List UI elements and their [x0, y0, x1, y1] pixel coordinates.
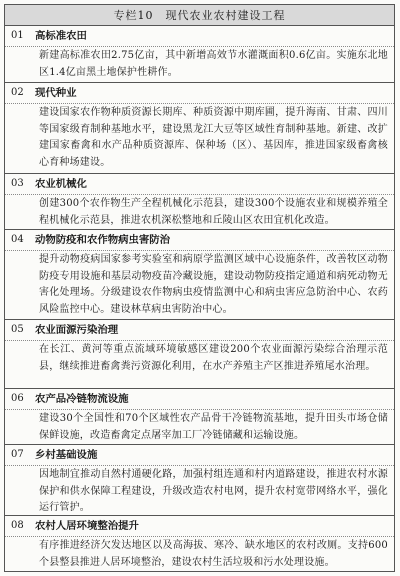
- column-box: [4, 4, 395, 572]
- section-number: 05: [11, 324, 24, 335]
- section-text: 因地制宜推动自然村通硬化路，加强村组连通和村内道路建设，推进农村水源保护和供水保障工程建设，升级改造农村电网，提升农村宽带网络水平，强化运行管护。: [39, 469, 388, 514]
- section-header: [5, 516, 394, 537]
- section-number: 03: [11, 178, 24, 189]
- section-name: 高标准农田: [35, 30, 87, 42]
- section-number: 02: [11, 87, 24, 98]
- section-text: 在长江、黄河等重点流域环境敏感区建设200个农业面源污染综合治理示范县，继续推进畜禽粪污资源化利用，在水产养殖主产区推进养殖尾水治理。: [39, 344, 388, 372]
- section-row: [5, 174, 394, 230]
- section-header: [5, 445, 394, 466]
- section-header: [5, 389, 394, 410]
- section-name: 农村人居环境整治提升: [35, 520, 139, 532]
- section-number: 06: [11, 393, 24, 404]
- section-number: 04: [11, 234, 24, 245]
- section-text: 提升动物疫病国家参考实验室和病原学监测区域中心设施条件，改善牧区动物防疫专用设施和基层动物疫苗冷藏设施，建设动物防疫指定通道和病死动物无害化处理场。分级建设农作物病虫疫情监测中心和病虫害应急防治中心、农药风险监控中心。建设林草病虫害防治中心。: [39, 254, 388, 315]
- section-text: 新建高标准农田2.75亿亩，其中新增高效节水灌溉面积0.6亿亩。实施东北地区1.4亿亩黑土地保护性耕作。: [39, 50, 388, 78]
- section-row: [5, 516, 394, 571]
- section-number: 01: [11, 30, 24, 41]
- section-name: 现代种业: [35, 87, 77, 99]
- section-header: [5, 174, 394, 195]
- section-text: 建设国家农作物种质资源长期库、种质资源中期库圃，提升海南、甘肃、四川等国家级育制种基地水平，建设黑龙江大豆等区域性育制种基地。新建、改扩建国家畜禽和水产品种质资源库、保种场（区）、基因库，推进国家级畜禽核心育种场建设。: [39, 107, 388, 168]
- section-header: [5, 26, 394, 47]
- section-row: [5, 230, 394, 320]
- section-row: [5, 445, 394, 516]
- section-row: [5, 320, 394, 389]
- section-row: [5, 26, 394, 83]
- section-header: [5, 230, 394, 251]
- section-name: 农业机械化: [35, 178, 87, 190]
- section-text: 创建300个农作物生产全程机械化示范县，建设300个设施农业和规模养殖全程机械化示范县，推进农机深松整地和丘陵山区农田宜机化改造。: [39, 198, 388, 226]
- section-name: 动物防疫和农作物病虫害防治: [35, 234, 171, 246]
- section-number: 07: [11, 449, 24, 460]
- section-name: 农业面源污染治理: [35, 324, 119, 336]
- section-text: 有序推进经济欠发达地区以及高海拔、寒冷、缺水地区的农村改厕。支持600个县整县推进人居环境整治，建设农村生活垃圾和污水处理设施。: [39, 540, 388, 568]
- section-header: [5, 83, 394, 104]
- section-header: [5, 320, 394, 341]
- section-row: [5, 83, 394, 174]
- section-name: 农产品冷链物流设施: [35, 393, 129, 405]
- section-number: 08: [11, 520, 24, 531]
- section-row: [5, 389, 394, 445]
- section-text: 建设30个全国性和70个区域性农产品骨干冷链物流基地，提升田头市场仓储保鲜设施，改造畜禽定点屠宰加工厂冷链储藏和运输设施。: [39, 413, 388, 441]
- column-title: 专栏10 现代农业农村建设工程: [5, 5, 394, 26]
- section-name: 乡村基础设施: [35, 449, 98, 461]
